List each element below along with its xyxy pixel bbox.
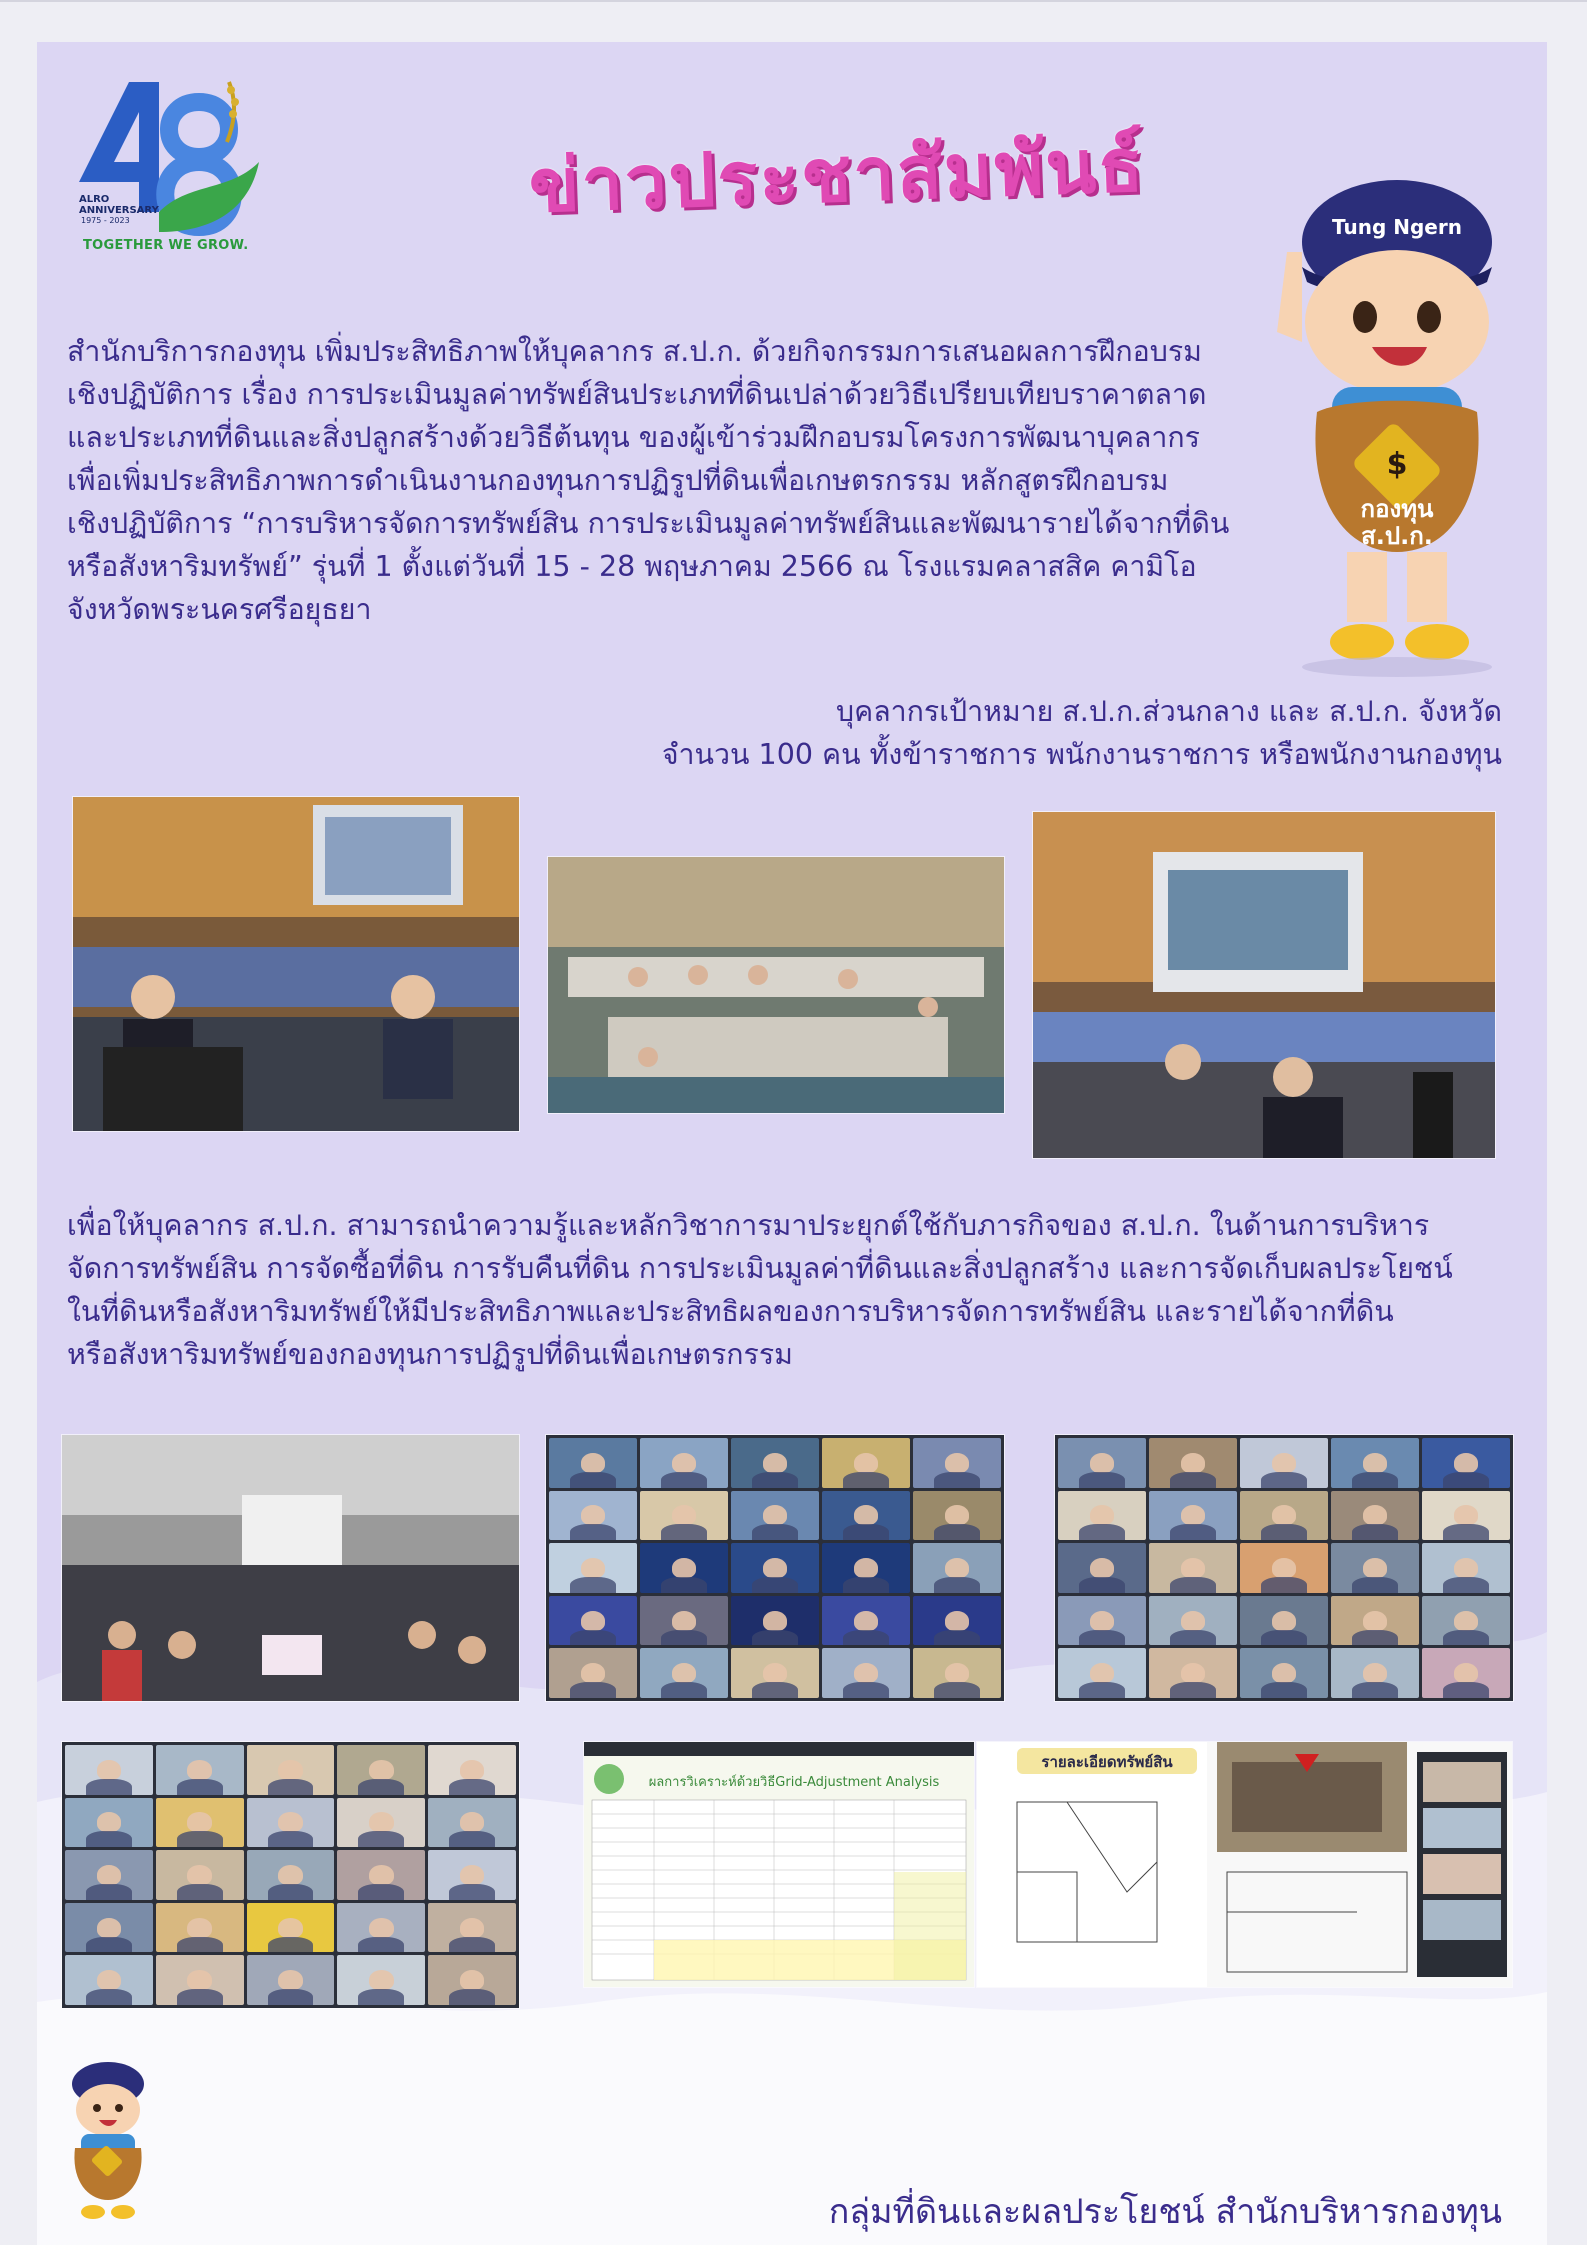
video-tile <box>1058 1543 1146 1593</box>
video-tile <box>1331 1596 1419 1646</box>
video-tile <box>731 1491 819 1541</box>
video-tile <box>731 1438 819 1488</box>
intro-line: เชิงปฏิบัติการ “การบริหารจัดการทรัพย์สิน การประเมินมูลค่าทรัพย์สินและพัฒนารายได้จากที่ดิน <box>67 507 1230 540</box>
video-tile <box>1422 1491 1510 1541</box>
logo-brand-line1: ALRO <box>79 194 110 205</box>
video-tile <box>1149 1438 1237 1488</box>
video-tile <box>1149 1596 1237 1646</box>
tung-ngern-mascot <box>1247 172 1537 732</box>
video-tile <box>247 1903 335 1953</box>
video-tile <box>65 1955 153 2005</box>
video-tile <box>1058 1491 1146 1541</box>
video-tile <box>428 1903 516 1953</box>
video-tile <box>156 1955 244 2005</box>
video-tile <box>65 1850 153 1900</box>
logo-brand-line2: ANNIVERSARY <box>79 205 159 216</box>
video-tile <box>640 1596 728 1646</box>
photo-presentation-room <box>62 1435 519 1701</box>
video-tile <box>913 1648 1001 1698</box>
intro-line: และประเภทที่ดินและสิ่งปลูกสร้างด้วยวิธีต้นทุน ของผู้เข้าร่วมฝึกอบรมโครงการพัฒนาบุคลากร <box>67 421 1200 454</box>
video-tile <box>247 1745 335 1795</box>
video-tile <box>731 1596 819 1646</box>
logo-tagline: TOGETHER WE GROW. <box>83 238 249 253</box>
video-tile <box>913 1491 1001 1541</box>
video-tile <box>1422 1596 1510 1646</box>
svg-text:$: $ <box>1386 447 1408 482</box>
video-tile <box>428 1745 516 1795</box>
intro-line: สำนักบริการกองทุน เพิ่มประสิทธิภาพให้บุคลากร ส.ป.ก. ด้วยกิจกรรมการเสนอผลการฝึกอบรม <box>67 335 1202 368</box>
video-tile <box>1422 1438 1510 1488</box>
purpose-line: เพื่อให้บุคลากร ส.ป.ก. สามารถนำความรู้และหลักวิชาการมาประยุกต์ใช้กับภารกิจของ ส.ป.ก. ในด้านการบริหาร <box>67 1209 1430 1242</box>
intro-line: เพื่อเพิ่มประสิทธิภาพการดำเนินงานกองทุนการปฏิรูปที่ดินเพื่อเกษตรกรรม หลักสูตรฝึกอบรม <box>67 464 1169 497</box>
intro-line: เชิงปฏิบัติการ เรื่อง การประเมินมูลค่าทรัพย์สินประเภทที่ดินเปล่าด้วยวิธีเปรียบเทียบราคาตลาด <box>67 378 1207 411</box>
target-line: จำนวน 100 คน ทั้งข้าราชการ พนักงานราชการ หรือพนักงานกองทุน <box>661 738 1502 771</box>
video-tile <box>1240 1648 1328 1698</box>
video-tile <box>1058 1596 1146 1646</box>
video-tile <box>549 1596 637 1646</box>
video-call-gallery-2 <box>1055 1435 1513 1701</box>
video-tile <box>1149 1543 1237 1593</box>
video-tile <box>549 1543 637 1593</box>
video-tile <box>1240 1438 1328 1488</box>
video-tile <box>156 1903 244 1953</box>
video-tile <box>549 1438 637 1488</box>
video-tile <box>822 1438 910 1488</box>
video-tile <box>156 1850 244 1900</box>
video-tile <box>428 1850 516 1900</box>
video-tile <box>65 1798 153 1848</box>
video-tile <box>640 1648 728 1698</box>
slide-title: ผลการวิเคราะห์ด้วยวิธีGrid-Adjustment Analysis <box>648 1775 940 1790</box>
tung-ngern-mascot-small <box>53 2062 163 2222</box>
video-tile <box>1149 1491 1237 1541</box>
video-tile <box>337 1745 425 1795</box>
video-tile <box>640 1491 728 1541</box>
purpose-paragraph <box>67 1204 1507 1376</box>
video-tile <box>65 1745 153 1795</box>
video-tile <box>822 1543 910 1593</box>
footer-department: กลุ่มที่ดินและผลประโยชน์ สำนักบริหารกองทุน <box>828 2192 1502 2232</box>
purpose-line: หรือสังหาริมทรัพย์ของกองทุนการปฏิรูปที่ดินเพื่อเกษตรกรรม <box>67 1338 793 1371</box>
slide-property-plan <box>977 1742 1512 1987</box>
intro-line: หรือสังหาริมทรัพย์” รุ่นที่ 1 ตั้งแต่วันที่ 15 - 28 พฤษภาคม 2566 ณ โรงแรมคลาสสิค คามิโอ <box>67 550 1197 583</box>
video-tile <box>731 1648 819 1698</box>
top-border-line <box>0 0 1587 2</box>
purpose-line: ในที่ดินหรือสังหาริมทรัพย์ให้มีประสิทธิภาพและประสิทธิผลของการบริหารจัดการทรัพย์สิน และรายได้จากที่ดิน <box>67 1295 1394 1328</box>
poster <box>37 42 1547 2245</box>
target-line: บุคลากรเป้าหมาย ส.ป.ก.ส่วนกลาง และ ส.ป.ก. จังหวัด <box>836 695 1502 728</box>
video-tile <box>1058 1438 1146 1488</box>
mascot-cap-text: Tung Ngern <box>1332 215 1462 239</box>
video-call-gallery-3 <box>62 1742 519 2008</box>
video-tile <box>1149 1648 1237 1698</box>
video-tile <box>1331 1491 1419 1541</box>
video-tile <box>428 1798 516 1848</box>
video-tile <box>731 1543 819 1593</box>
video-tile <box>65 1903 153 1953</box>
video-tile <box>337 1850 425 1900</box>
photo-meeting-1 <box>73 797 519 1131</box>
video-tile <box>247 1955 335 2005</box>
photo-meeting-3 <box>1033 812 1495 1158</box>
video-tile <box>549 1648 637 1698</box>
video-tile <box>913 1543 1001 1593</box>
target-audience <box>662 690 1502 776</box>
video-tile <box>913 1438 1001 1488</box>
video-call-gallery-1 <box>546 1435 1004 1701</box>
video-tile <box>1058 1648 1146 1698</box>
video-tile <box>1240 1491 1328 1541</box>
video-tile <box>1331 1543 1419 1593</box>
logo-years: 1975 - 2023 <box>81 216 130 225</box>
video-tile <box>247 1850 335 1900</box>
mascot-bag-text-1: กองทุน <box>1360 495 1434 523</box>
photo-meeting-2 <box>548 857 1004 1113</box>
video-tile <box>913 1596 1001 1646</box>
video-tile <box>822 1491 910 1541</box>
video-tile <box>156 1745 244 1795</box>
video-tile <box>337 1798 425 1848</box>
video-tile <box>1240 1596 1328 1646</box>
video-tile <box>1240 1543 1328 1593</box>
video-tile <box>549 1491 637 1541</box>
slide-grid-adjustment <box>584 1742 974 1987</box>
intro-line: จังหวัดพระนครศรีอยุธยา <box>67 593 372 626</box>
video-tile <box>1331 1648 1419 1698</box>
logo-brand <box>79 194 159 216</box>
video-tile <box>640 1438 728 1488</box>
video-tile <box>156 1798 244 1848</box>
video-tile <box>1422 1543 1510 1593</box>
video-tile <box>1331 1438 1419 1488</box>
plan-title: รายละเอียดทรัพย์สิน <box>1041 1753 1173 1771</box>
purpose-line: จัดการทรัพย์สิน การจัดซื้อที่ดิน การรับคืนที่ดิน การประเมินมูลค่าที่ดินและสิ่งปลูกสร้าง และการจัดเก็บผลประโยชน์ <box>67 1252 1453 1285</box>
intro-paragraph <box>67 330 1247 631</box>
alro-48-logo <box>59 62 269 262</box>
video-tile <box>337 1955 425 2005</box>
mascot-bag-text-2: ส.ป.ก. <box>1361 522 1433 550</box>
video-tile <box>822 1596 910 1646</box>
video-tile <box>247 1798 335 1848</box>
video-tile <box>822 1648 910 1698</box>
video-tile <box>428 1955 516 2005</box>
video-tile <box>640 1543 728 1593</box>
video-tile <box>337 1903 425 1953</box>
page-title: ข่าวประชาสัมพันธ์ <box>527 122 1147 230</box>
video-tile <box>1422 1648 1510 1698</box>
